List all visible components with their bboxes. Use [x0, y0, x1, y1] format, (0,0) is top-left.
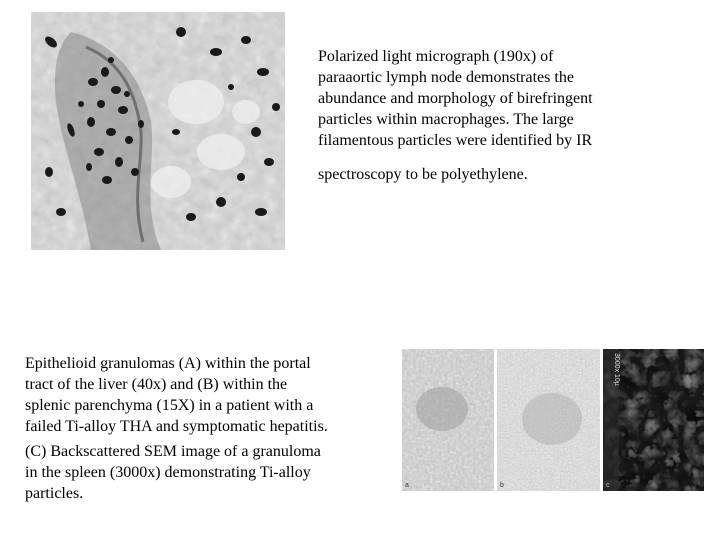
- granuloma-micrograph-panels: [402, 349, 704, 491]
- caption-line: particles.: [25, 485, 84, 502]
- panel-a: [402, 349, 494, 491]
- panel-b-label: b: [500, 482, 504, 489]
- panel-c: [603, 349, 704, 491]
- caption-line: failed Ti-alloy THA and symptomatic hepatitis.: [25, 418, 328, 435]
- caption-line: tract of the liver (40x) and (B) within the: [25, 376, 288, 393]
- panel-c-scale: 3000x 10µ: [613, 353, 620, 386]
- caption-paragraph-c: [25, 441, 397, 504]
- caption-line: (C) Backscattered SEM image of a granuloma: [25, 443, 321, 460]
- caption-granulomas: [25, 353, 397, 504]
- panel-b: [497, 349, 600, 491]
- caption-line: Polarized light micrograph (190x) of: [318, 48, 554, 65]
- caption-line: paraaortic lymph node demonstrates the: [318, 69, 574, 86]
- caption-line: filamentous particles were identified by IR: [318, 132, 593, 149]
- caption-line: splenic parenchyma (15X) in a patient with a: [25, 397, 314, 414]
- caption-line: spectroscopy to be polyethylene.: [318, 166, 528, 183]
- polarized-light-micrograph: [31, 12, 285, 250]
- caption-line: particles within macrophages. The large: [318, 111, 574, 128]
- caption-line: abundance and morphology of birefringent: [318, 90, 593, 107]
- caption-line: Epithelioid granulomas (A) within the portal: [25, 355, 311, 372]
- caption-line: in the spleen (3000x) demonstrating Ti-alloy: [25, 464, 311, 481]
- caption-polarized-micrograph: [318, 46, 698, 185]
- panel-a-label: a: [405, 482, 409, 489]
- panel-c-label: c: [606, 482, 610, 489]
